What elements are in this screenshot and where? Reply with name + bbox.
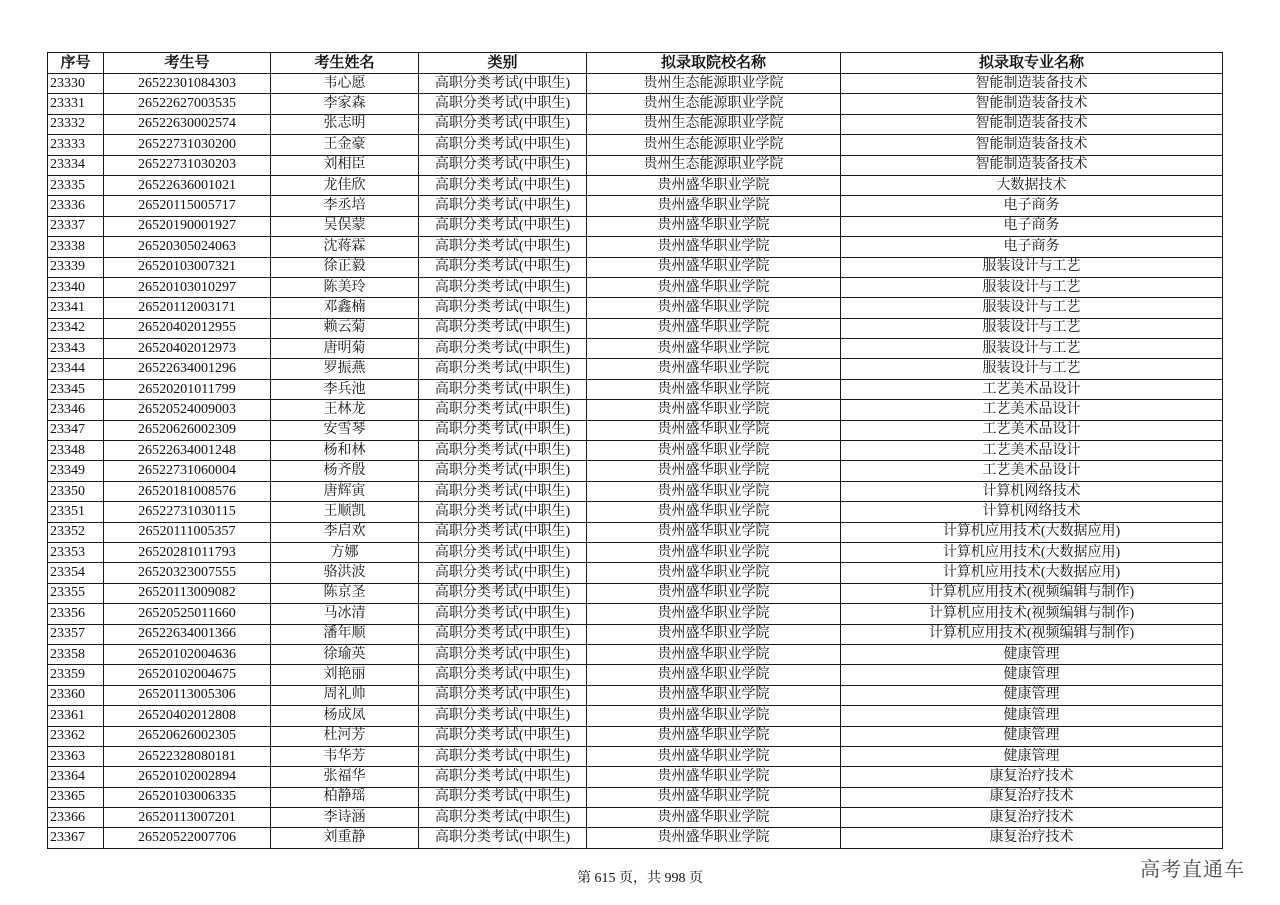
cell-seq: 23338 [48, 237, 104, 257]
cell-seq: 23357 [48, 624, 104, 644]
cell-seq: 23349 [48, 461, 104, 481]
cell-exam-no: 26520112003171 [104, 298, 271, 318]
cell-seq: 23361 [48, 706, 104, 726]
cell-category: 高职分类考试(中职生) [419, 808, 587, 828]
cell-major: 服装设计与工艺 [841, 277, 1223, 297]
cell-exam-no: 26520201011799 [104, 379, 271, 399]
cell-name: 杨成凤 [271, 706, 419, 726]
cell-name: 张志明 [271, 114, 419, 134]
table-row [48, 237, 1223, 257]
cell-name: 王林龙 [271, 400, 419, 420]
cell-exam-no: 26522636001021 [104, 175, 271, 195]
cell-exam-no: 26522634001248 [104, 441, 271, 461]
cell-name: 刘重静 [271, 828, 419, 848]
cell-name: 杨和林 [271, 441, 419, 461]
cell-college: 贵州盛华职业学院 [587, 400, 841, 420]
header-exam-no: 考生号 [104, 53, 271, 74]
cell-category: 高职分类考试(中职生) [419, 216, 587, 236]
table-row [48, 522, 1223, 542]
cell-category: 高职分类考试(中职生) [419, 706, 587, 726]
cell-category: 高职分类考试(中职生) [419, 339, 587, 359]
cell-college: 贵州盛华职业学院 [587, 420, 841, 440]
cell-major: 服装设计与工艺 [841, 298, 1223, 318]
cell-category: 高职分类考试(中职生) [419, 420, 587, 440]
table-row [48, 155, 1223, 175]
cell-college: 贵州生态能源职业学院 [587, 155, 841, 175]
cell-major: 智能制造装备技术 [841, 155, 1223, 175]
cell-seq: 23364 [48, 767, 104, 787]
cell-college: 贵州盛华职业学院 [587, 359, 841, 379]
watermark-logo-text: 高考直通车 [1140, 859, 1245, 881]
cell-major: 计算机应用技术(视频编辑与制作) [841, 583, 1223, 603]
cell-seq: 23348 [48, 441, 104, 461]
cell-major: 电子商务 [841, 237, 1223, 257]
cell-college: 贵州盛华职业学院 [587, 298, 841, 318]
cell-seq: 23334 [48, 155, 104, 175]
cell-category: 高职分类考试(中职生) [419, 379, 587, 399]
table-row [48, 808, 1223, 828]
table-row [48, 257, 1223, 277]
table-row [48, 624, 1223, 644]
cell-exam-no: 26520190001927 [104, 216, 271, 236]
cell-exam-no: 26520102004636 [104, 644, 271, 664]
cell-name: 马冰清 [271, 604, 419, 624]
cell-category: 高职分类考试(中职生) [419, 74, 587, 94]
cell-exam-no: 26522731060004 [104, 461, 271, 481]
cell-seq: 23341 [48, 298, 104, 318]
cell-exam-no: 26520402012955 [104, 318, 271, 338]
cell-major: 计算机应用技术(视频编辑与制作) [841, 624, 1223, 644]
cell-name: 柏静瑶 [271, 787, 419, 807]
table-row [48, 502, 1223, 522]
cell-name: 李诗涵 [271, 808, 419, 828]
cell-exam-no: 26520402012808 [104, 706, 271, 726]
cell-category: 高职分类考试(中职生) [419, 400, 587, 420]
cell-category: 高职分类考试(中职生) [419, 746, 587, 766]
cell-name: 杜河芳 [271, 726, 419, 746]
cell-category: 高职分类考试(中职生) [419, 665, 587, 685]
cell-seq: 23362 [48, 726, 104, 746]
cell-exam-no: 26520323007555 [104, 563, 271, 583]
cell-college: 贵州盛华职业学院 [587, 583, 841, 603]
cell-major: 智能制造装备技术 [841, 114, 1223, 134]
cell-seq: 23366 [48, 808, 104, 828]
cell-college: 贵州生态能源职业学院 [587, 74, 841, 94]
cell-name: 张福华 [271, 767, 419, 787]
table-row [48, 583, 1223, 603]
page-number: 第 615 页，共 998 页 [577, 871, 703, 886]
cell-name: 陈京圣 [271, 583, 419, 603]
cell-major: 服装设计与工艺 [841, 339, 1223, 359]
cell-category: 高职分类考试(中职生) [419, 114, 587, 134]
cell-college: 贵州盛华职业学院 [587, 196, 841, 216]
cell-college: 贵州盛华职业学院 [587, 277, 841, 297]
cell-major: 大数据技术 [841, 175, 1223, 195]
cell-name: 方娜 [271, 542, 419, 562]
cell-category: 高职分类考试(中职生) [419, 787, 587, 807]
cell-seq: 23332 [48, 114, 104, 134]
cell-college: 贵州盛华职业学院 [587, 624, 841, 644]
cell-category: 高职分类考试(中职生) [419, 257, 587, 277]
cell-exam-no: 26520103006335 [104, 787, 271, 807]
cell-name: 王金豪 [271, 135, 419, 155]
cell-name: 唐辉寅 [271, 481, 419, 501]
cell-exam-no: 26520102004675 [104, 665, 271, 685]
cell-major: 服装设计与工艺 [841, 318, 1223, 338]
cell-category: 高职分类考试(中职生) [419, 563, 587, 583]
table-row [48, 685, 1223, 705]
cell-exam-no: 26520113009082 [104, 583, 271, 603]
cell-major: 康复治疗技术 [841, 808, 1223, 828]
cell-major: 服装设计与工艺 [841, 359, 1223, 379]
cell-category: 高职分类考试(中职生) [419, 441, 587, 461]
cell-college: 贵州盛华职业学院 [587, 461, 841, 481]
cell-category: 高职分类考试(中职生) [419, 726, 587, 746]
cell-exam-no: 26520525011660 [104, 604, 271, 624]
cell-name: 安雪琴 [271, 420, 419, 440]
cell-college: 贵州生态能源职业学院 [587, 135, 841, 155]
cell-college: 贵州盛华职业学院 [587, 318, 841, 338]
cell-exam-no: 26522731030115 [104, 502, 271, 522]
cell-major: 健康管理 [841, 706, 1223, 726]
cell-major: 康复治疗技术 [841, 828, 1223, 848]
cell-college: 贵州盛华职业学院 [587, 379, 841, 399]
table-row [48, 379, 1223, 399]
cell-major: 计算机应用技术(视频编辑与制作) [841, 604, 1223, 624]
table-row [48, 359, 1223, 379]
table-row [48, 726, 1223, 746]
cell-seq: 23330 [48, 74, 104, 94]
table-row [48, 767, 1223, 787]
cell-exam-no: 26520113007201 [104, 808, 271, 828]
table-row [48, 644, 1223, 664]
cell-name: 骆洪波 [271, 563, 419, 583]
cell-major: 工艺美术品设计 [841, 400, 1223, 420]
admission-table [47, 52, 1223, 849]
table-header [48, 53, 1223, 74]
cell-major: 智能制造装备技术 [841, 135, 1223, 155]
cell-category: 高职分类考试(中职生) [419, 94, 587, 114]
cell-exam-no: 26522328080181 [104, 746, 271, 766]
cell-college: 贵州盛华职业学院 [587, 339, 841, 359]
cell-seq: 23342 [48, 318, 104, 338]
cell-seq: 23336 [48, 196, 104, 216]
cell-name: 王顺凯 [271, 502, 419, 522]
table-row [48, 420, 1223, 440]
cell-seq: 23363 [48, 746, 104, 766]
table-row [48, 787, 1223, 807]
cell-major: 服装设计与工艺 [841, 257, 1223, 277]
cell-category: 高职分类考试(中职生) [419, 318, 587, 338]
cell-major: 康复治疗技术 [841, 767, 1223, 787]
cell-college: 贵州盛华职业学院 [587, 481, 841, 501]
table-row [48, 441, 1223, 461]
cell-name: 刘艳丽 [271, 665, 419, 685]
cell-major: 康复治疗技术 [841, 787, 1223, 807]
cell-college: 贵州盛华职业学院 [587, 665, 841, 685]
cell-exam-no: 26522627003535 [104, 94, 271, 114]
cell-college: 贵州盛华职业学院 [587, 808, 841, 828]
table-row [48, 196, 1223, 216]
cell-seq: 23358 [48, 644, 104, 664]
cell-college: 贵州盛华职业学院 [587, 604, 841, 624]
cell-category: 高职分类考试(中职生) [419, 196, 587, 216]
cell-seq: 23337 [48, 216, 104, 236]
cell-college: 贵州盛华职业学院 [587, 257, 841, 277]
cell-seq: 23353 [48, 542, 104, 562]
table-row [48, 828, 1223, 848]
cell-category: 高职分类考试(中职生) [419, 298, 587, 318]
cell-exam-no: 26520402012973 [104, 339, 271, 359]
cell-seq: 23355 [48, 583, 104, 603]
header-name: 考生姓名 [271, 53, 419, 74]
cell-exam-no: 26522634001296 [104, 359, 271, 379]
cell-college: 贵州盛华职业学院 [587, 787, 841, 807]
header-college: 拟录取院校名称 [587, 53, 841, 74]
cell-college: 贵州生态能源职业学院 [587, 114, 841, 134]
cell-name: 徐正毅 [271, 257, 419, 277]
header-category: 类别 [419, 53, 587, 74]
table-row [48, 74, 1223, 94]
cell-name: 沈蒋霖 [271, 237, 419, 257]
table-row [48, 665, 1223, 685]
cell-category: 高职分类考试(中职生) [419, 359, 587, 379]
cell-name: 龙佳欣 [271, 175, 419, 195]
cell-exam-no: 26520281011793 [104, 542, 271, 562]
cell-category: 高职分类考试(中职生) [419, 277, 587, 297]
cell-seq: 23359 [48, 665, 104, 685]
table-row [48, 542, 1223, 562]
cell-name: 李兵池 [271, 379, 419, 399]
cell-category: 高职分类考试(中职生) [419, 828, 587, 848]
cell-category: 高职分类考试(中职生) [419, 542, 587, 562]
cell-seq: 23365 [48, 787, 104, 807]
cell-college: 贵州盛华职业学院 [587, 237, 841, 257]
cell-seq: 23333 [48, 135, 104, 155]
cell-college: 贵州盛华职业学院 [587, 726, 841, 746]
cell-exam-no: 26520522007706 [104, 828, 271, 848]
cell-category: 高职分类考试(中职生) [419, 644, 587, 664]
cell-college: 贵州盛华职业学院 [587, 767, 841, 787]
cell-college: 贵州盛华职业学院 [587, 441, 841, 461]
cell-major: 电子商务 [841, 196, 1223, 216]
cell-name: 潘年顺 [271, 624, 419, 644]
cell-college: 贵州盛华职业学院 [587, 542, 841, 562]
cell-seq: 23354 [48, 563, 104, 583]
cell-category: 高职分类考试(中职生) [419, 502, 587, 522]
cell-major: 健康管理 [841, 746, 1223, 766]
cell-major: 健康管理 [841, 685, 1223, 705]
cell-major: 智能制造装备技术 [841, 94, 1223, 114]
cell-name: 刘相臣 [271, 155, 419, 175]
cell-major: 计算机应用技术(大数据应用) [841, 522, 1223, 542]
cell-exam-no: 26522630002574 [104, 114, 271, 134]
cell-seq: 23347 [48, 420, 104, 440]
cell-major: 计算机网络技术 [841, 502, 1223, 522]
cell-exam-no: 26520626002309 [104, 420, 271, 440]
cell-seq: 23339 [48, 257, 104, 277]
cell-name: 杨齐殷 [271, 461, 419, 481]
cell-major: 计算机应用技术(大数据应用) [841, 542, 1223, 562]
table-row [48, 114, 1223, 134]
cell-exam-no: 26520524009003 [104, 400, 271, 420]
cell-college: 贵州盛华职业学院 [587, 522, 841, 542]
cell-category: 高职分类考试(中职生) [419, 461, 587, 481]
cell-category: 高职分类考试(中职生) [419, 155, 587, 175]
cell-seq: 23335 [48, 175, 104, 195]
cell-name: 徐瑜英 [271, 644, 419, 664]
table-row [48, 481, 1223, 501]
header-seq: 序号 [48, 53, 104, 74]
table-row [48, 339, 1223, 359]
table-row [48, 746, 1223, 766]
cell-name: 吴俣蒙 [271, 216, 419, 236]
cell-name: 韦华芳 [271, 746, 419, 766]
cell-name: 唐明菊 [271, 339, 419, 359]
cell-major: 计算机网络技术 [841, 481, 1223, 501]
cell-exam-no: 26520626002305 [104, 726, 271, 746]
cell-college: 贵州盛华职业学院 [587, 563, 841, 583]
table-row [48, 277, 1223, 297]
cell-major: 健康管理 [841, 726, 1223, 746]
cell-major: 工艺美术品设计 [841, 379, 1223, 399]
cell-seq: 23345 [48, 379, 104, 399]
cell-name: 李丞培 [271, 196, 419, 216]
cell-major: 健康管理 [841, 644, 1223, 664]
cell-major: 工艺美术品设计 [841, 420, 1223, 440]
cell-exam-no: 26520181008576 [104, 481, 271, 501]
cell-category: 高职分类考试(中职生) [419, 583, 587, 603]
cell-seq: 23343 [48, 339, 104, 359]
cell-category: 高职分类考试(中职生) [419, 624, 587, 644]
cell-major: 工艺美术品设计 [841, 461, 1223, 481]
cell-seq: 23360 [48, 685, 104, 705]
cell-college: 贵州盛华职业学院 [587, 502, 841, 522]
cell-exam-no: 26520111005357 [104, 522, 271, 542]
cell-name: 李启欢 [271, 522, 419, 542]
cell-seq: 23367 [48, 828, 104, 848]
table-row [48, 461, 1223, 481]
header-row [48, 53, 1223, 74]
table-row [48, 604, 1223, 624]
cell-seq: 23356 [48, 604, 104, 624]
cell-category: 高职分类考试(中职生) [419, 135, 587, 155]
cell-seq: 23350 [48, 481, 104, 501]
cell-seq: 23346 [48, 400, 104, 420]
cell-name: 邓鑫楠 [271, 298, 419, 318]
cell-exam-no: 26520103010297 [104, 277, 271, 297]
cell-category: 高职分类考试(中职生) [419, 481, 587, 501]
cell-exam-no: 26520103007321 [104, 257, 271, 277]
cell-exam-no: 26520113005306 [104, 685, 271, 705]
cell-seq: 23351 [48, 502, 104, 522]
table-row [48, 298, 1223, 318]
cell-exam-no: 26520305024063 [104, 237, 271, 257]
cell-category: 高职分类考试(中职生) [419, 604, 587, 624]
header-major: 拟录取专业名称 [841, 53, 1223, 74]
cell-name: 陈美玲 [271, 277, 419, 297]
cell-exam-no: 26522634001366 [104, 624, 271, 644]
cell-major: 电子商务 [841, 216, 1223, 236]
cell-category: 高职分类考试(中职生) [419, 685, 587, 705]
table-row [48, 135, 1223, 155]
table-row [48, 400, 1223, 420]
cell-college: 贵州盛华职业学院 [587, 746, 841, 766]
cell-major: 智能制造装备技术 [841, 74, 1223, 94]
table-row [48, 216, 1223, 236]
cell-name: 韦心愿 [271, 74, 419, 94]
cell-exam-no: 26522731030200 [104, 135, 271, 155]
cell-seq: 23352 [48, 522, 104, 542]
table-row [48, 706, 1223, 726]
cell-college: 贵州盛华职业学院 [587, 828, 841, 848]
cell-seq: 23344 [48, 359, 104, 379]
cell-college: 贵州盛华职业学院 [587, 706, 841, 726]
table-row [48, 318, 1223, 338]
cell-category: 高职分类考试(中职生) [419, 767, 587, 787]
cell-name: 周礼帅 [271, 685, 419, 705]
table-row [48, 94, 1223, 114]
table-body [48, 74, 1223, 849]
cell-name: 赖云菊 [271, 318, 419, 338]
cell-name: 罗振燕 [271, 359, 419, 379]
table-row [48, 175, 1223, 195]
cell-seq: 23340 [48, 277, 104, 297]
cell-exam-no: 26520115005717 [104, 196, 271, 216]
cell-seq: 23331 [48, 94, 104, 114]
cell-category: 高职分类考试(中职生) [419, 522, 587, 542]
cell-category: 高职分类考试(中职生) [419, 175, 587, 195]
cell-category: 高职分类考试(中职生) [419, 237, 587, 257]
cell-major: 工艺美术品设计 [841, 441, 1223, 461]
cell-college: 贵州盛华职业学院 [587, 685, 841, 705]
cell-college: 贵州盛华职业学院 [587, 175, 841, 195]
cell-exam-no: 26522301084303 [104, 74, 271, 94]
cell-major: 健康管理 [841, 665, 1223, 685]
cell-college: 贵州生态能源职业学院 [587, 94, 841, 114]
cell-college: 贵州盛华职业学院 [587, 216, 841, 236]
cell-exam-no: 26522731030203 [104, 155, 271, 175]
cell-major: 计算机应用技术(大数据应用) [841, 563, 1223, 583]
cell-name: 李家森 [271, 94, 419, 114]
cell-exam-no: 26520102002894 [104, 767, 271, 787]
table-row [48, 563, 1223, 583]
cell-college: 贵州盛华职业学院 [587, 644, 841, 664]
